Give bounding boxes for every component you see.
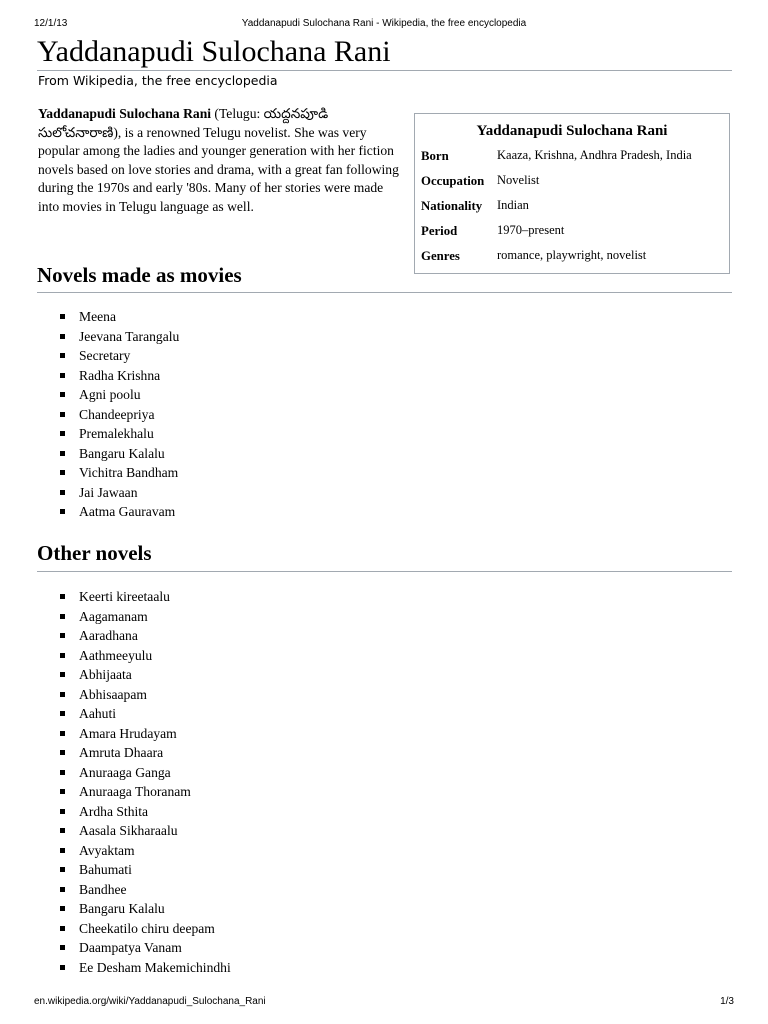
list-item: Bahumati — [60, 860, 231, 880]
list-item: Anuraaga Thoranam — [60, 782, 231, 802]
infobox-row-born — [421, 149, 723, 174]
list-item: Chandeepriya — [60, 405, 179, 425]
list-item: Jai Jawaan — [60, 483, 179, 503]
title-divider — [37, 70, 732, 71]
infobox-row-nationality — [421, 199, 723, 224]
infobox — [414, 113, 730, 274]
infobox-value[interactable]: romance, playwright, novelist — [497, 248, 647, 262]
infobox-row-occupation — [421, 174, 723, 199]
section-heading-other-novels: Other novels — [37, 541, 152, 565]
infobox-title: Yaddanapudi Sulochana Rani — [476, 123, 668, 139]
infobox-label: Born — [421, 149, 449, 163]
print-footer-url: en.wikipedia.org/wiki/Yaddanapudi_Sulochana_Rani — [34, 996, 266, 1007]
list-item: Abhijaata — [60, 665, 231, 685]
list-item: Premalekhalu — [60, 424, 179, 444]
list-item: Agni poolu — [60, 385, 179, 405]
other-novels-list — [60, 587, 231, 977]
list-item: Ee Desham Makemichindhi — [60, 958, 231, 978]
infobox-value: 1970–present — [497, 223, 565, 237]
list-item: Aathmeeyulu — [60, 646, 231, 666]
list-item: Abhisaapam — [60, 685, 231, 705]
print-page-number: 1/3 — [720, 996, 734, 1007]
infobox-value[interactable]: Novelist — [497, 173, 540, 187]
infobox-value[interactable]: Kaaza, Krishna, Andhra Pradesh, India — [497, 148, 692, 162]
list-item: Bandhee — [60, 880, 231, 900]
list-item: Amara Hrudayam — [60, 724, 231, 744]
page-tagline: From Wikipedia, the free encyclopedia — [38, 73, 278, 88]
list-item: Bangaru Kalalu — [60, 444, 179, 464]
infobox-row-period — [421, 224, 723, 249]
list-item: Daampatya Vanam — [60, 938, 231, 958]
list-item: Secretary — [60, 346, 179, 366]
intro-subject-name: Yaddanapudi Sulochana Rani — [38, 106, 212, 121]
intro-text: (Telugu: యద్దనపూడి సులోచనారాణి), is a renowned Telugu novelist. She was very popular among the ladies and younger generation with her fiction novels based on love stories and drama, with a great fan following during the 1970s and early '80s. Many of her stories were made into movies in Telugu language as well. — [38, 106, 399, 214]
page-title: Yaddanapudi Sulochana Rani — [37, 35, 391, 68]
list-item: Keerti kireetaalu — [60, 587, 231, 607]
list-item: Meena — [60, 307, 179, 327]
infobox-value: Indian — [497, 198, 529, 212]
list-item: Amruta Dhaara — [60, 743, 231, 763]
list-item: Aagamanam — [60, 607, 231, 627]
list-item: Aaradhana — [60, 626, 231, 646]
list-item: Avyaktam — [60, 841, 231, 861]
print-date: 12/1/13 — [34, 18, 68, 29]
list-item: Aatma Gauravam — [60, 502, 179, 522]
section-divider — [37, 571, 732, 572]
list-item: Radha Krishna — [60, 366, 179, 386]
list-item: Anuraaga Ganga — [60, 763, 231, 783]
section-divider — [37, 292, 732, 293]
list-item: Jeevana Tarangalu — [60, 327, 179, 347]
infobox-row-genres — [421, 249, 723, 274]
list-item: Ardha Sthita — [60, 802, 231, 822]
list-item: Aahuti — [60, 704, 231, 724]
infobox-label: Genres — [421, 249, 460, 263]
list-item: Cheekatilo chiru deepam — [60, 919, 231, 939]
infobox-label: Nationality — [421, 199, 483, 213]
movies-list — [60, 307, 179, 522]
section-heading-movies: Novels made as movies — [37, 263, 242, 287]
list-item: Vichitra Bandham — [60, 463, 179, 483]
infobox-label: Occupation — [421, 174, 485, 188]
list-item: Aasala Sikharaalu — [60, 821, 231, 841]
print-header-title: Yaddanapudi Sulochana Rani - Wikipedia, the free encyclopedia — [241, 18, 527, 29]
list-item: Bangaru Kalalu — [60, 899, 231, 919]
intro-paragraph — [38, 105, 400, 217]
infobox-label: Period — [421, 224, 458, 238]
